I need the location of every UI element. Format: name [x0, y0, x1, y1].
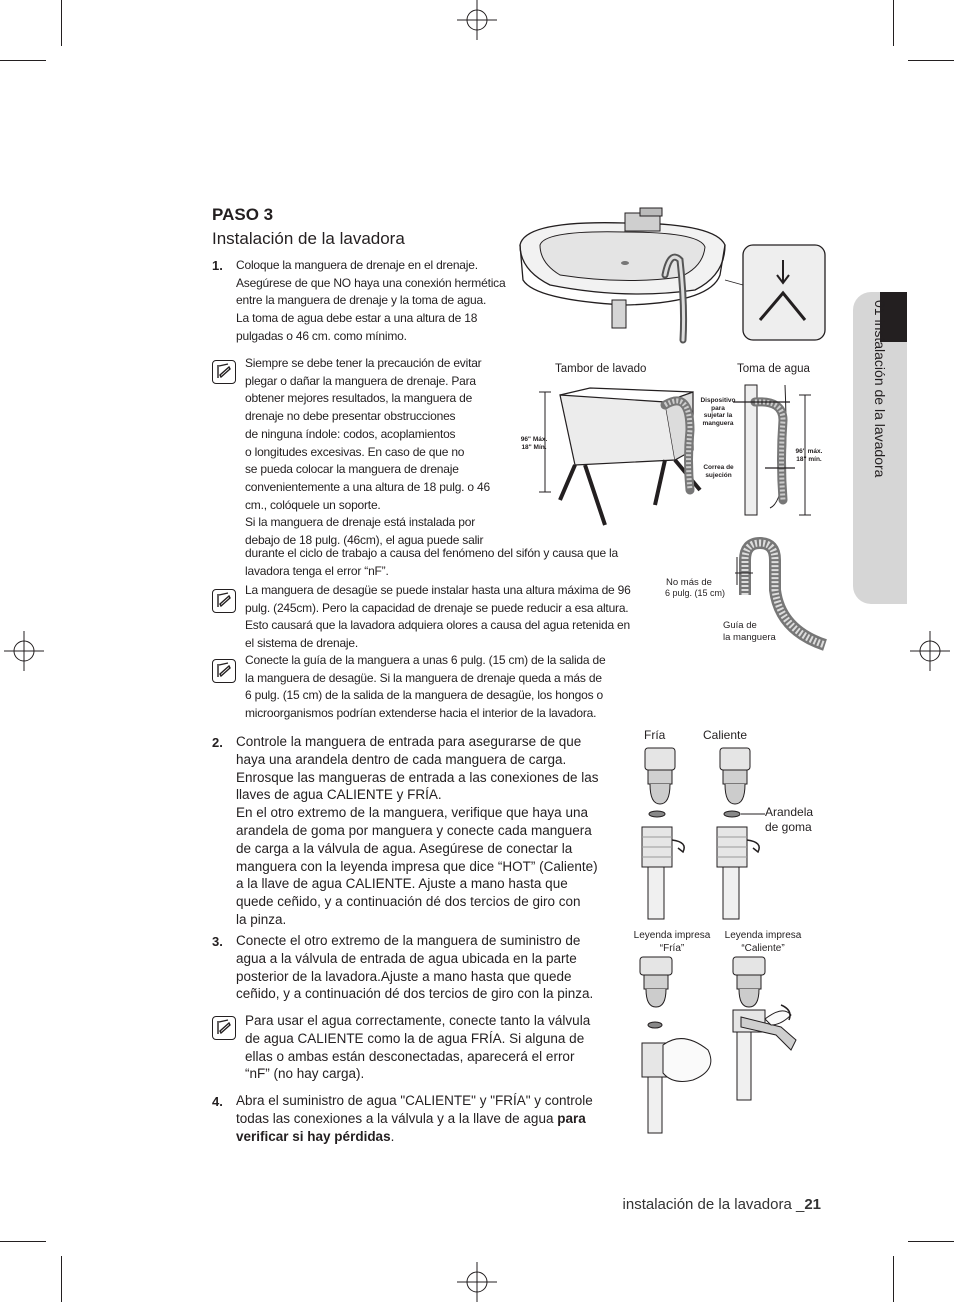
note-3-text: Conecte la guía de la manguera a unas 6 pulg. (15 cm) de la salida de la manguera de desagüe. Si la manguera de drenaje queda a más de 6 pulg. (15 cm) de la salida de la manguera de desagüe, los hongos o microorganismos podrían extenderse hacia el interior de la lavadora. [245, 653, 606, 721]
item-4-text-bold: para verificar si hay pérdidas [236, 1110, 586, 1144]
label-strap: Correa de sujeción [703, 464, 734, 479]
note-icon [212, 360, 236, 384]
note-icon [212, 659, 236, 683]
item-4-text-a: Abra el suministro de agua "CALIENTE" y "FRÍA" y controle todas las conexiones a la válvula y a la llave de agua [236, 1093, 593, 1126]
crop-mark [0, 1241, 46, 1242]
crop-mark [61, 0, 62, 46]
label-height-right: 96" máx. 18" mín. [795, 448, 823, 463]
registration-mark-icon [4, 631, 44, 671]
drain-tub-illustration [515, 380, 830, 530]
inlet-hoses-bottom-illustration [628, 955, 803, 1137]
chapter-tab-label: 01 instalación de la lavadora [872, 300, 888, 478]
footer-text: instalación de la lavadora _ [622, 1196, 805, 1213]
page-number: 21 [804, 1196, 821, 1213]
note-icon [212, 1016, 236, 1040]
step-title: Instalación de la lavadora [212, 229, 405, 248]
label-hose-guide: Guía de la manguera [723, 620, 776, 643]
label-no-more-than: No más de [666, 577, 712, 588]
registration-mark-icon [910, 631, 950, 671]
note-icon [212, 589, 236, 613]
item-number: 4. [212, 1094, 223, 1109]
item-4-text [236, 1092, 626, 1145]
label-standpipe: Toma de agua [737, 363, 810, 375]
label-hose-holder: Dispositivo para sujetar la manguera [700, 397, 736, 427]
item-2-text: Controle la manguera de entrada para asegurarse de que haya una arandela dentro de cada manguera de carga. Enrosque las mangueras de entrada a las conexiones de las llaves de agua CALIENTE y FRÍA. En el otro extremo de la manguera, verifique que haya una arandela de goma por manguera y conecte cada manguera de carga a la válvula de agua. Asegúrese de conectar la manguera con la leyenda impresa que dice “HOT” (Caliente) a la llave de agua CALIENTE. Ajuste a mano hasta que quede ceñido, y a continuación dé dos tercios de giro con la pinza. [236, 734, 599, 927]
hose-guide-illustration [735, 535, 830, 655]
page-footer [623, 1196, 821, 1213]
note-1-text: Siempre se debe tener la precaución de evitar plegar o dañar la manguera de drenaje. Para obtener mejores resultados, la manguera de drenaje no debe presentar obstrucciones de ninguna índole: codos, acoplamientos o longitudes excesivas. En caso de que no se pueda colocar la manguera de drenaje convenientemente a una altura de 18 pulg. o 46 cm., colóquele un soporte. Si la manguera de drenaje está instalada por debajo de 18 pulg. (46cm), el agua puede salir [245, 356, 490, 548]
crop-mark [0, 60, 46, 61]
item-number: 2. [212, 735, 223, 750]
label-height-left: 96" Máx. 18" Mín. [520, 436, 548, 451]
item-4-text-end: . [390, 1128, 395, 1144]
item-1-text: Coloque la manguera de drenaje en el drenaje. Asegúrese de que NO haya una conexión hermética entre la manguera de drenaje y la toma de agua. La toma de agua debe estar a una altura de 18 pulgadas o 46 cm. como mínimo. [236, 258, 506, 343]
crop-mark [908, 60, 954, 61]
step-label: PASO 3 [212, 205, 274, 224]
label-6-inches: 6 pulg. (15 cm) [665, 588, 726, 598]
inlet-hoses-top-illustration [628, 742, 803, 924]
registration-mark-icon [457, 0, 497, 40]
crop-mark [893, 1256, 894, 1302]
item-3-text: Conecte el otro extremo de la manguera de suministro de agua a la válvula de entrada de agua ubicada en la parte posterior de la lavadora.Ajuste a mano hasta que quede ceñido, y a continuación dé dos tercios de giro con la pinza. [236, 933, 594, 1002]
sink-illustration [515, 205, 830, 350]
label-rubber-washer: Arandela de goma [765, 805, 814, 834]
note-1-text-continued: durante el ciclo de trabajo a causa del fenómeno del sifón y causa que la lavadora tenga el error “nF”. [245, 546, 618, 578]
label-cold: Fría [644, 728, 666, 742]
label-printed-cold: Leyenda impresa “Fría” [633, 930, 711, 954]
item-number: 1. [212, 258, 223, 273]
label-printed-hot: Leyenda impresa “Caliente” [724, 930, 802, 954]
label-hot: Caliente [703, 728, 748, 742]
crop-mark [61, 1256, 62, 1302]
crop-mark [908, 1241, 954, 1242]
item-number: 3. [212, 934, 223, 949]
note-2-text: La manguera de desagüe se puede instalar hasta una altura máxima de 96 pulg. (245cm). Pero la capacidad de drenaje se puede reducir a esa altura. Esto causará que la lavadora adquiera olores a causa del agua retenida en el sistema de drenaje. [245, 583, 631, 651]
note-4-text: Para usar el agua correctamente, conecte tanto la válvula de agua CALIENTE como la de agua FRÍA. Si alguna de ellas o ambas están desconectadas, aparecerá el error “nF” (no hay carga). [245, 1013, 591, 1082]
registration-mark-icon [457, 1262, 497, 1302]
label-wash-tub: Tambor de lavado [555, 363, 647, 375]
crop-mark [893, 0, 894, 46]
